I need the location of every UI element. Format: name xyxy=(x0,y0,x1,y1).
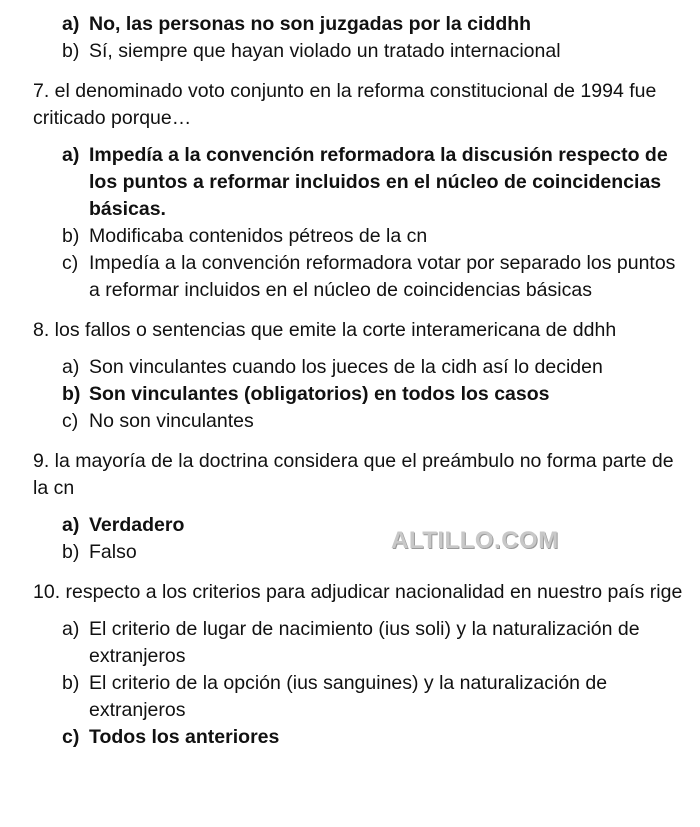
option-letter: b) xyxy=(62,383,81,405)
question-7-block xyxy=(0,78,700,304)
question-8-option-c xyxy=(0,408,700,435)
option-letter: a) xyxy=(62,144,80,166)
option-text: No, las personas no son juzgadas por la ciddhh xyxy=(89,13,532,35)
option-letter: b) xyxy=(62,40,80,62)
question-6-block xyxy=(0,0,700,65)
question-6-option-a xyxy=(0,11,700,38)
option-letter: a) xyxy=(62,514,80,536)
question-9-text: 9. la mayoría de la doctrina considera que el preámbulo no forma parte de la cn xyxy=(33,450,674,499)
option-text: Verdadero xyxy=(89,514,185,536)
question-7-option-b xyxy=(0,223,700,250)
question-7-text: 7. el denominado voto conjunto en la reforma constitucional de 1994 fue criticado porque… xyxy=(33,80,657,129)
option-letter: c) xyxy=(62,410,79,432)
question-8-options xyxy=(0,354,700,435)
question-8-block xyxy=(0,317,700,435)
question-7-options xyxy=(0,142,700,304)
question-9-option-b xyxy=(0,539,700,566)
option-letter: c) xyxy=(62,252,79,274)
question-10-option-b xyxy=(0,670,700,724)
question-9-block xyxy=(0,448,700,566)
option-text: El criterio de lugar de nacimiento (ius soli) y la naturalización de extranjeros xyxy=(89,618,640,667)
option-text: Modificaba contenidos pétreos de la cn xyxy=(89,225,428,247)
option-text: No son vinculantes xyxy=(89,410,254,432)
option-text: Son vinculantes cuando los jueces de la cidh así lo deciden xyxy=(89,356,603,378)
option-text: Son vinculantes (obligatorios) en todos los casos xyxy=(89,383,550,405)
option-text: Impedía a la convención reformadora la discusión respecto de los puntos a reformar incluidos en el núcleo de coincidencias básicas. xyxy=(89,144,668,220)
altillo-watermark: ALTILLO.COM xyxy=(391,527,559,554)
question-9-options xyxy=(0,512,700,566)
option-letter: a) xyxy=(62,356,80,378)
question-8-text: 8. los fallos o sentencias que emite la corte interamericana de ddhh xyxy=(33,319,617,341)
option-text: Todos los anteriores xyxy=(89,726,280,748)
question-9-option-a xyxy=(0,512,700,539)
question-7-option-c xyxy=(0,250,700,304)
question-10-options xyxy=(0,616,700,751)
question-8-option-b xyxy=(0,381,700,408)
question-7-option-a xyxy=(0,142,700,223)
option-letter: b) xyxy=(62,225,80,247)
question-10-option-c xyxy=(0,724,700,751)
option-letter: b) xyxy=(62,672,80,694)
option-letter: a) xyxy=(62,618,80,640)
question-6-option-b xyxy=(0,38,700,65)
option-text: Sí, siempre que hayan violado un tratado internacional xyxy=(89,40,561,62)
option-text: Impedía a la convención reformadora votar por separado los puntos a reformar incluidos en el núcleo de coincidencias básicas xyxy=(89,252,676,301)
option-text: El criterio de la opción (ius sanguines) y la naturalización de extranjeros xyxy=(89,672,608,721)
option-letter: a) xyxy=(62,13,80,35)
option-text: Falso xyxy=(89,541,137,563)
option-letter: b) xyxy=(62,541,80,563)
question-10-text: 10. respecto a los criterios para adjudicar nacionalidad en nuestro país rige xyxy=(33,581,683,603)
option-letter: c) xyxy=(62,726,80,748)
question-10-block xyxy=(0,579,700,751)
question-8-option-a xyxy=(0,354,700,381)
question-6-options xyxy=(0,11,700,65)
question-10-option-a xyxy=(0,616,700,670)
